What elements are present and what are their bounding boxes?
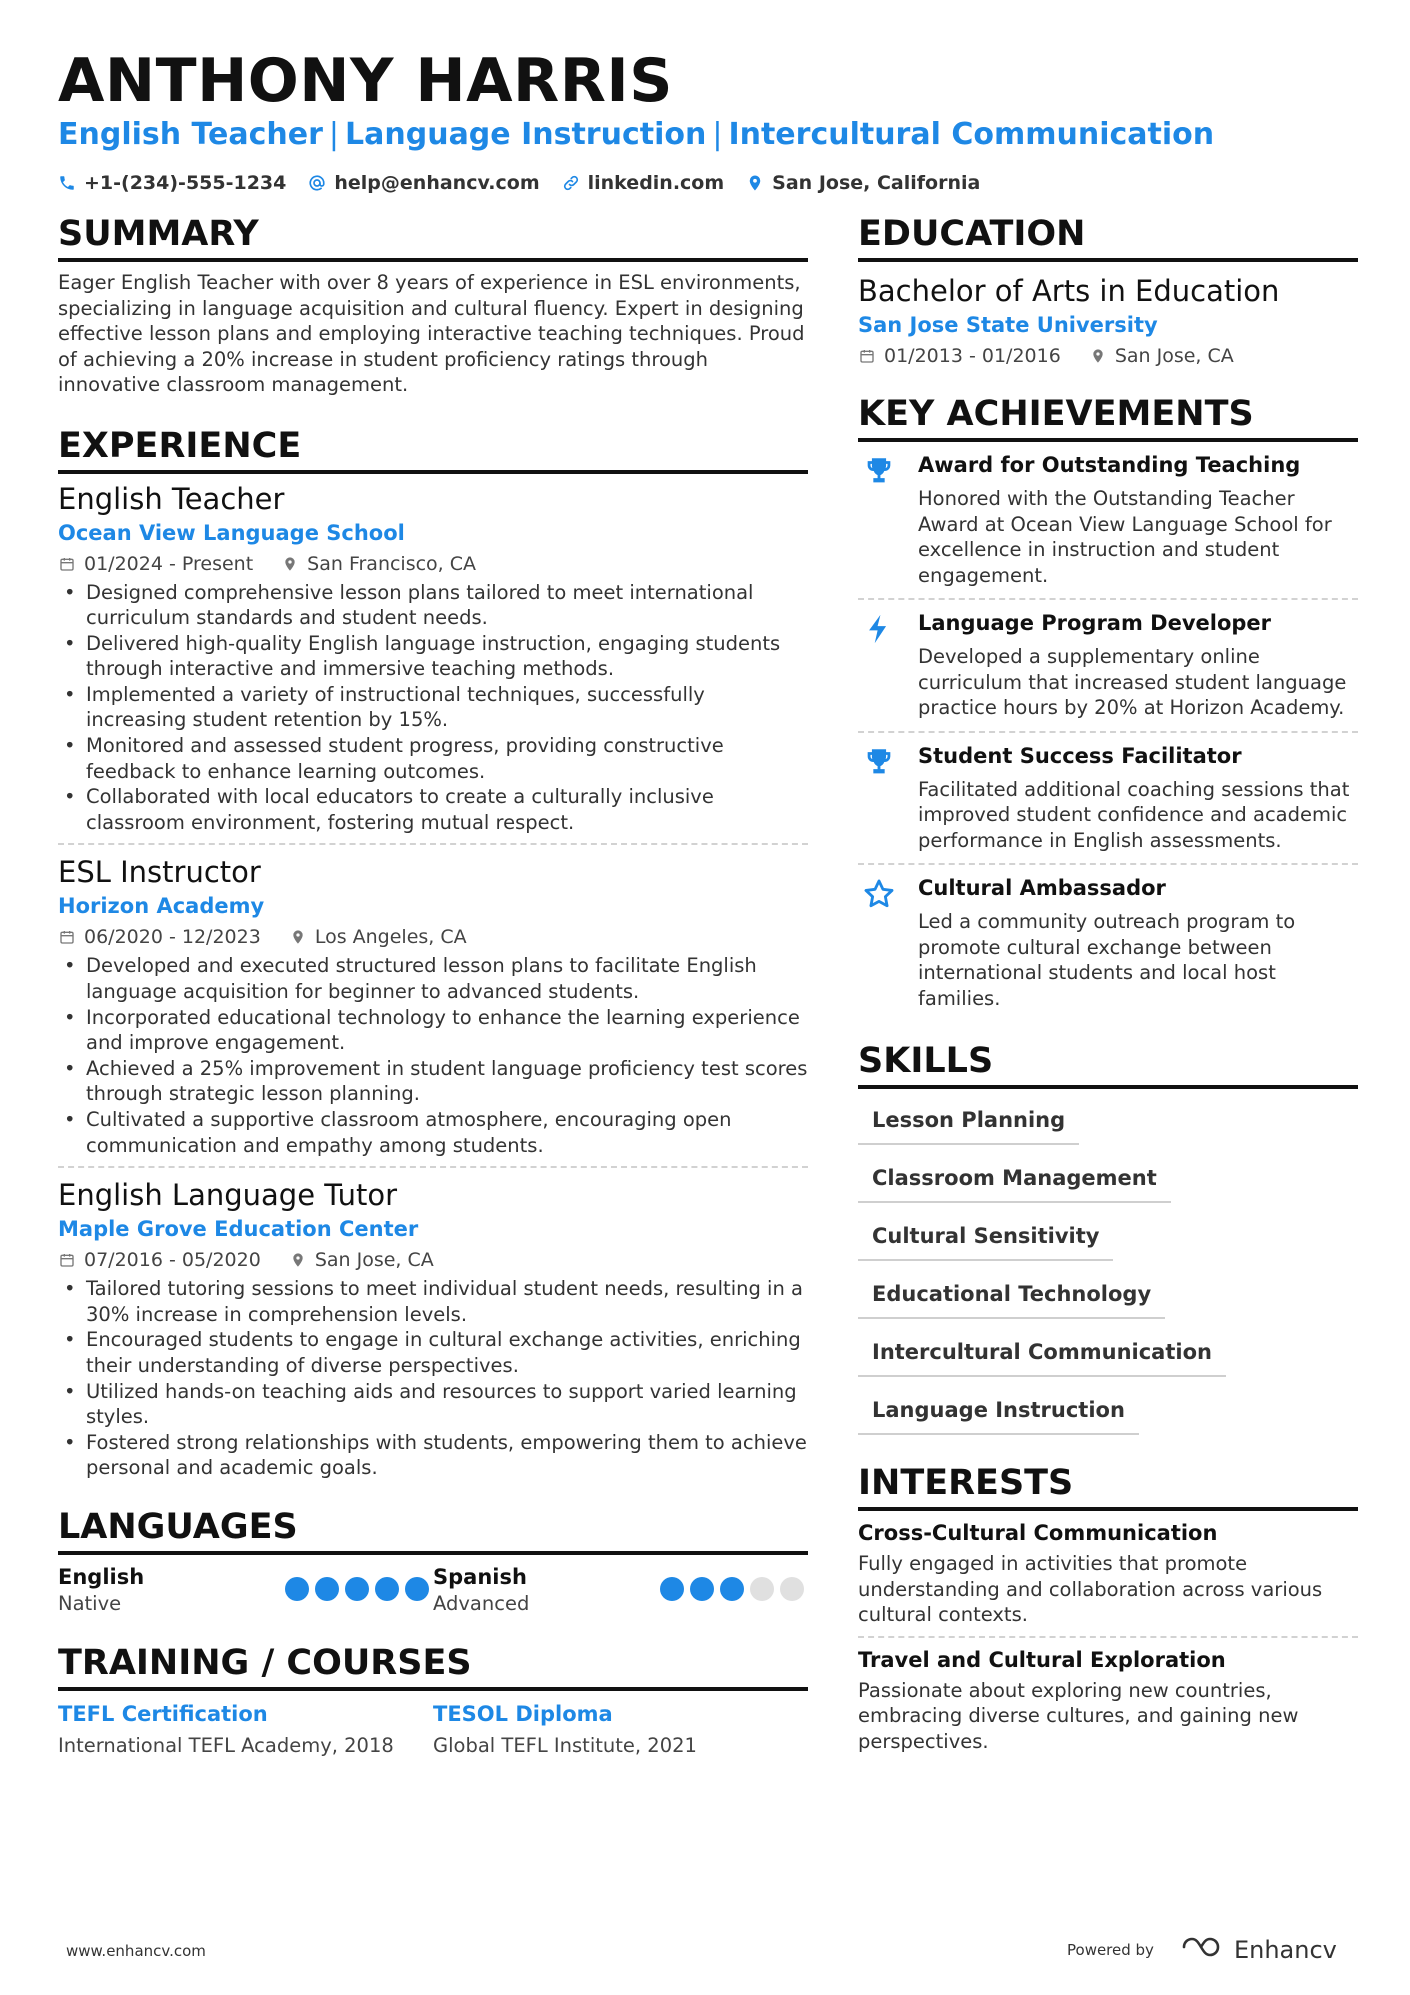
bullet-item: • Implemented a variety of instructional techniques, successfully increasing student retention by 15%.	[58, 682, 808, 733]
language-level: Advanced	[433, 1591, 530, 1615]
brand-name: Enhancv	[1233, 1936, 1337, 1964]
location-text: San Jose, California	[772, 172, 981, 194]
brand-logo[interactable]	[1180, 1934, 1337, 1966]
language-name: English	[58, 1564, 145, 1589]
headline	[58, 115, 1214, 155]
summary-text: Eager English Teacher with over 8 years of experience in ESL environments, specializing in language acquisition and cultural fluency. Expert in designing effective lesson plans and employing interactive teaching techniques. Proud of achieving a 20% increase in student proficiency ratings through innovative classroom management.	[58, 271, 805, 396]
experience-entry	[58, 853, 808, 1168]
job-location: San Jose, CA	[314, 1249, 434, 1272]
section-title-interests: INTERESTS	[858, 1461, 1358, 1511]
job-location: Los Angeles, CA	[314, 926, 467, 949]
achievements-section	[858, 392, 1358, 1021]
at-icon	[308, 174, 326, 192]
candidate-name: ANTHONY HARRIS	[58, 46, 673, 116]
achievement-desc: Facilitated additional coaching sessions that improved student confidence and academic performance in English assessments.	[918, 777, 1350, 852]
rating-dot-filled	[690, 1577, 714, 1601]
star-icon	[862, 877, 896, 1011]
section-title-languages: LANGUAGES	[58, 1505, 808, 1555]
section-title-achievements: KEY ACHIEVEMENTS	[858, 392, 1358, 442]
language-item	[58, 1563, 433, 1617]
skill-tag: Language Instruction	[858, 1389, 1139, 1435]
achievement-title: Student Success Facilitator	[918, 743, 1242, 768]
job-bullets	[58, 953, 808, 1158]
skill-list	[858, 1099, 1358, 1447]
achievement-desc: Honored with the Outstanding Teacher Award at Ocean View Language School for excellence in instruction and student engagement.	[918, 487, 1332, 587]
education-section	[858, 212, 1358, 370]
link-icon	[562, 174, 580, 192]
achievement-item	[858, 600, 1358, 733]
footer-powered	[1067, 1934, 1337, 1966]
education-location: San Jose, CA	[1114, 345, 1234, 367]
achievement-title: Cultural Ambassador	[918, 876, 1166, 900]
location-pin-icon	[289, 928, 307, 946]
interest-title: Cross-Cultural Communication	[858, 1521, 1218, 1545]
language-rating	[285, 1577, 429, 1601]
experience-section	[58, 424, 808, 1489]
contact-bar	[58, 170, 980, 196]
left-column	[58, 212, 808, 1763]
course-item	[433, 1699, 808, 1763]
powered-by-label: Powered by	[1067, 1941, 1154, 1959]
skill-tag: Classroom Management	[858, 1157, 1171, 1203]
bullet-item: • Incorporated educational technology to enhance the learning experience and improve engagement.	[58, 1005, 808, 1056]
rating-dot-empty	[780, 1577, 804, 1601]
achievement-desc: Led a community outreach program to promote cultural exchange between international students and local host families.	[918, 910, 1296, 1010]
bolt-icon	[862, 612, 896, 721]
education-dates: 01/2013 - 01/2016	[884, 345, 1061, 367]
achievement-desc: Developed a supplementary online curriculum that increased student language practice hours by 20% at Horizon Academy.	[918, 645, 1347, 719]
language-item	[433, 1563, 808, 1617]
degree-title: Bachelor of Arts in Education	[858, 274, 1280, 308]
location-pin-icon	[281, 555, 299, 573]
section-title-summary: SUMMARY	[58, 212, 808, 262]
bullet-item: • Collaborated with local educators to create a culturally inclusive classroom environment, fostering mutual respect.	[58, 784, 808, 835]
linkedin-text: linkedin.com	[587, 172, 725, 194]
job-location: San Francisco, CA	[307, 552, 477, 575]
skill-tag: Lesson Planning	[858, 1099, 1079, 1145]
section-title-skills: SKILLS	[858, 1039, 1358, 1089]
bullet-item: • Encouraged students to engage in cultural exchange activities, enriching their understanding of diverse perspectives.	[58, 1327, 808, 1378]
section-title-training: TRAINING / COURSES	[58, 1641, 808, 1691]
course-source: International TEFL Academy, 2018	[58, 1733, 394, 1757]
bullet-item: • Achieved a 25% improvement in student language proficiency test scores through strategic lesson planning.	[58, 1056, 808, 1107]
achievement-item	[858, 442, 1358, 600]
email-text: help@enhancv.com	[334, 172, 540, 194]
skills-section	[858, 1039, 1358, 1447]
language-level: Native	[58, 1591, 122, 1615]
achievement-title: Language Program Developer	[918, 611, 1272, 635]
location-pin-icon	[1089, 347, 1107, 365]
rating-dot-filled	[315, 1577, 339, 1601]
footer-website[interactable]: www.enhancv.com	[66, 1942, 206, 1960]
bullet-item: • Delivered high-quality English language instruction, engaging students through interactive and immersive teaching methods.	[58, 631, 808, 682]
job-bullets	[58, 580, 808, 836]
achievement-item	[858, 733, 1358, 866]
headline-part-2: Language Instruction	[345, 117, 707, 152]
job-dates: 07/2016 - 05/2020	[84, 1249, 261, 1272]
experience-entry	[58, 480, 808, 846]
summary-section	[58, 212, 808, 398]
calendar-icon	[58, 555, 76, 573]
phone-icon	[58, 174, 76, 192]
school-name: San Jose State University	[858, 313, 1158, 337]
headline-separator: |	[328, 117, 340, 152]
achievement-title: Award for Outstanding Teaching	[918, 453, 1301, 477]
phone-text: +1-(234)-555-1234	[84, 172, 287, 194]
calendar-icon	[58, 1251, 76, 1269]
course-source: Global TEFL Institute, 2021	[433, 1733, 697, 1757]
company-name: Horizon Academy	[58, 894, 265, 919]
company-name: Ocean View Language School	[58, 520, 405, 545]
skill-tag: Intercultural Communication	[858, 1331, 1226, 1377]
bullet-item: • Monitored and assessed student progress, providing constructive feedback to enhance learning outcomes.	[58, 733, 808, 784]
rating-dot-empty	[750, 1577, 774, 1601]
bullet-item: • Fostered strong relationships with students, empowering them to achieve personal and academic goals.	[58, 1430, 808, 1481]
bullet-item: • Developed and executed structured lesson plans to facilitate English language acquisition for beginner to advanced students.	[58, 953, 808, 1004]
job-bullets	[58, 1276, 808, 1481]
rating-dot-filled	[285, 1577, 309, 1601]
rating-dot-filled	[720, 1577, 744, 1601]
language-name: Spanish	[433, 1564, 527, 1589]
job-dates: 01/2024 - Present	[84, 552, 254, 575]
enhancv-logo-icon	[1180, 1934, 1226, 1966]
bullet-item: • Utilized hands-on teaching aids and resources to support varied learning styles.	[58, 1379, 808, 1430]
company-name: Maple Grove Education Center	[58, 1217, 419, 1242]
contact-location	[746, 170, 980, 196]
course-list	[58, 1699, 808, 1763]
location-pin-icon	[746, 174, 764, 192]
achievement-item	[858, 865, 1358, 1021]
language-rating	[660, 1577, 804, 1601]
headline-part-1: English Teacher	[58, 117, 323, 152]
headline-separator: |	[712, 117, 723, 152]
skill-tag: Cultural Sensitivity	[858, 1215, 1113, 1261]
section-title-education: EDUCATION	[858, 212, 1358, 262]
rating-dot-filled	[405, 1577, 429, 1601]
contact-linkedin[interactable]	[562, 170, 725, 196]
interest-desc: Fully engaged in activities that promote understanding and collaboration across various cultural contexts.	[858, 1552, 1323, 1626]
job-title: English Language Tutor	[58, 1178, 397, 1213]
job-meta	[58, 550, 808, 578]
bullet-item: • Cultivated a supportive classroom atmosphere, encouraging open communication and empathy among students.	[58, 1107, 808, 1158]
interest-item	[858, 1638, 1358, 1763]
job-title: English Teacher	[58, 481, 285, 516]
course-name: TEFL Certification	[58, 1701, 268, 1726]
skill-tag: Educational Technology	[858, 1273, 1165, 1319]
language-list	[58, 1563, 808, 1617]
job-meta	[58, 1246, 808, 1274]
rating-dot-filled	[660, 1577, 684, 1601]
training-section	[58, 1641, 808, 1763]
rating-dot-filled	[345, 1577, 369, 1601]
interest-desc: Passionate about exploring new countries, embracing diverse cultures, and gaining new perspectives.	[858, 1678, 1299, 1753]
right-column	[858, 212, 1358, 1762]
calendar-icon	[858, 347, 876, 365]
languages-section	[58, 1505, 808, 1617]
rating-dot-filled	[375, 1577, 399, 1601]
headline-part-3: Intercultural Communication	[728, 117, 1215, 152]
interest-item	[858, 1511, 1358, 1638]
job-dates: 06/2020 - 12/2023	[84, 926, 261, 949]
contact-phone[interactable]	[58, 170, 286, 196]
location-pin-icon	[289, 1251, 307, 1269]
trophy-icon	[862, 745, 896, 854]
bullet-item: • Designed comprehensive lesson plans tailored to meet international curriculum standards and student needs.	[58, 580, 808, 631]
calendar-icon	[58, 928, 76, 946]
trophy-icon	[862, 454, 896, 588]
bullet-item: • Tailored tutoring sessions to meet individual student needs, resulting in a 30% increase in comprehension levels.	[58, 1276, 808, 1327]
course-name: TESOL Diploma	[433, 1701, 613, 1726]
interest-title: Travel and Cultural Exploration	[858, 1647, 1226, 1672]
section-title-experience: EXPERIENCE	[58, 424, 808, 474]
contact-email[interactable]	[308, 170, 539, 196]
experience-entry	[58, 1176, 808, 1489]
job-meta	[58, 923, 808, 951]
job-title: ESL Instructor	[58, 855, 261, 890]
education-meta	[858, 342, 1358, 370]
interests-section	[858, 1461, 1358, 1762]
course-item	[58, 1699, 433, 1763]
